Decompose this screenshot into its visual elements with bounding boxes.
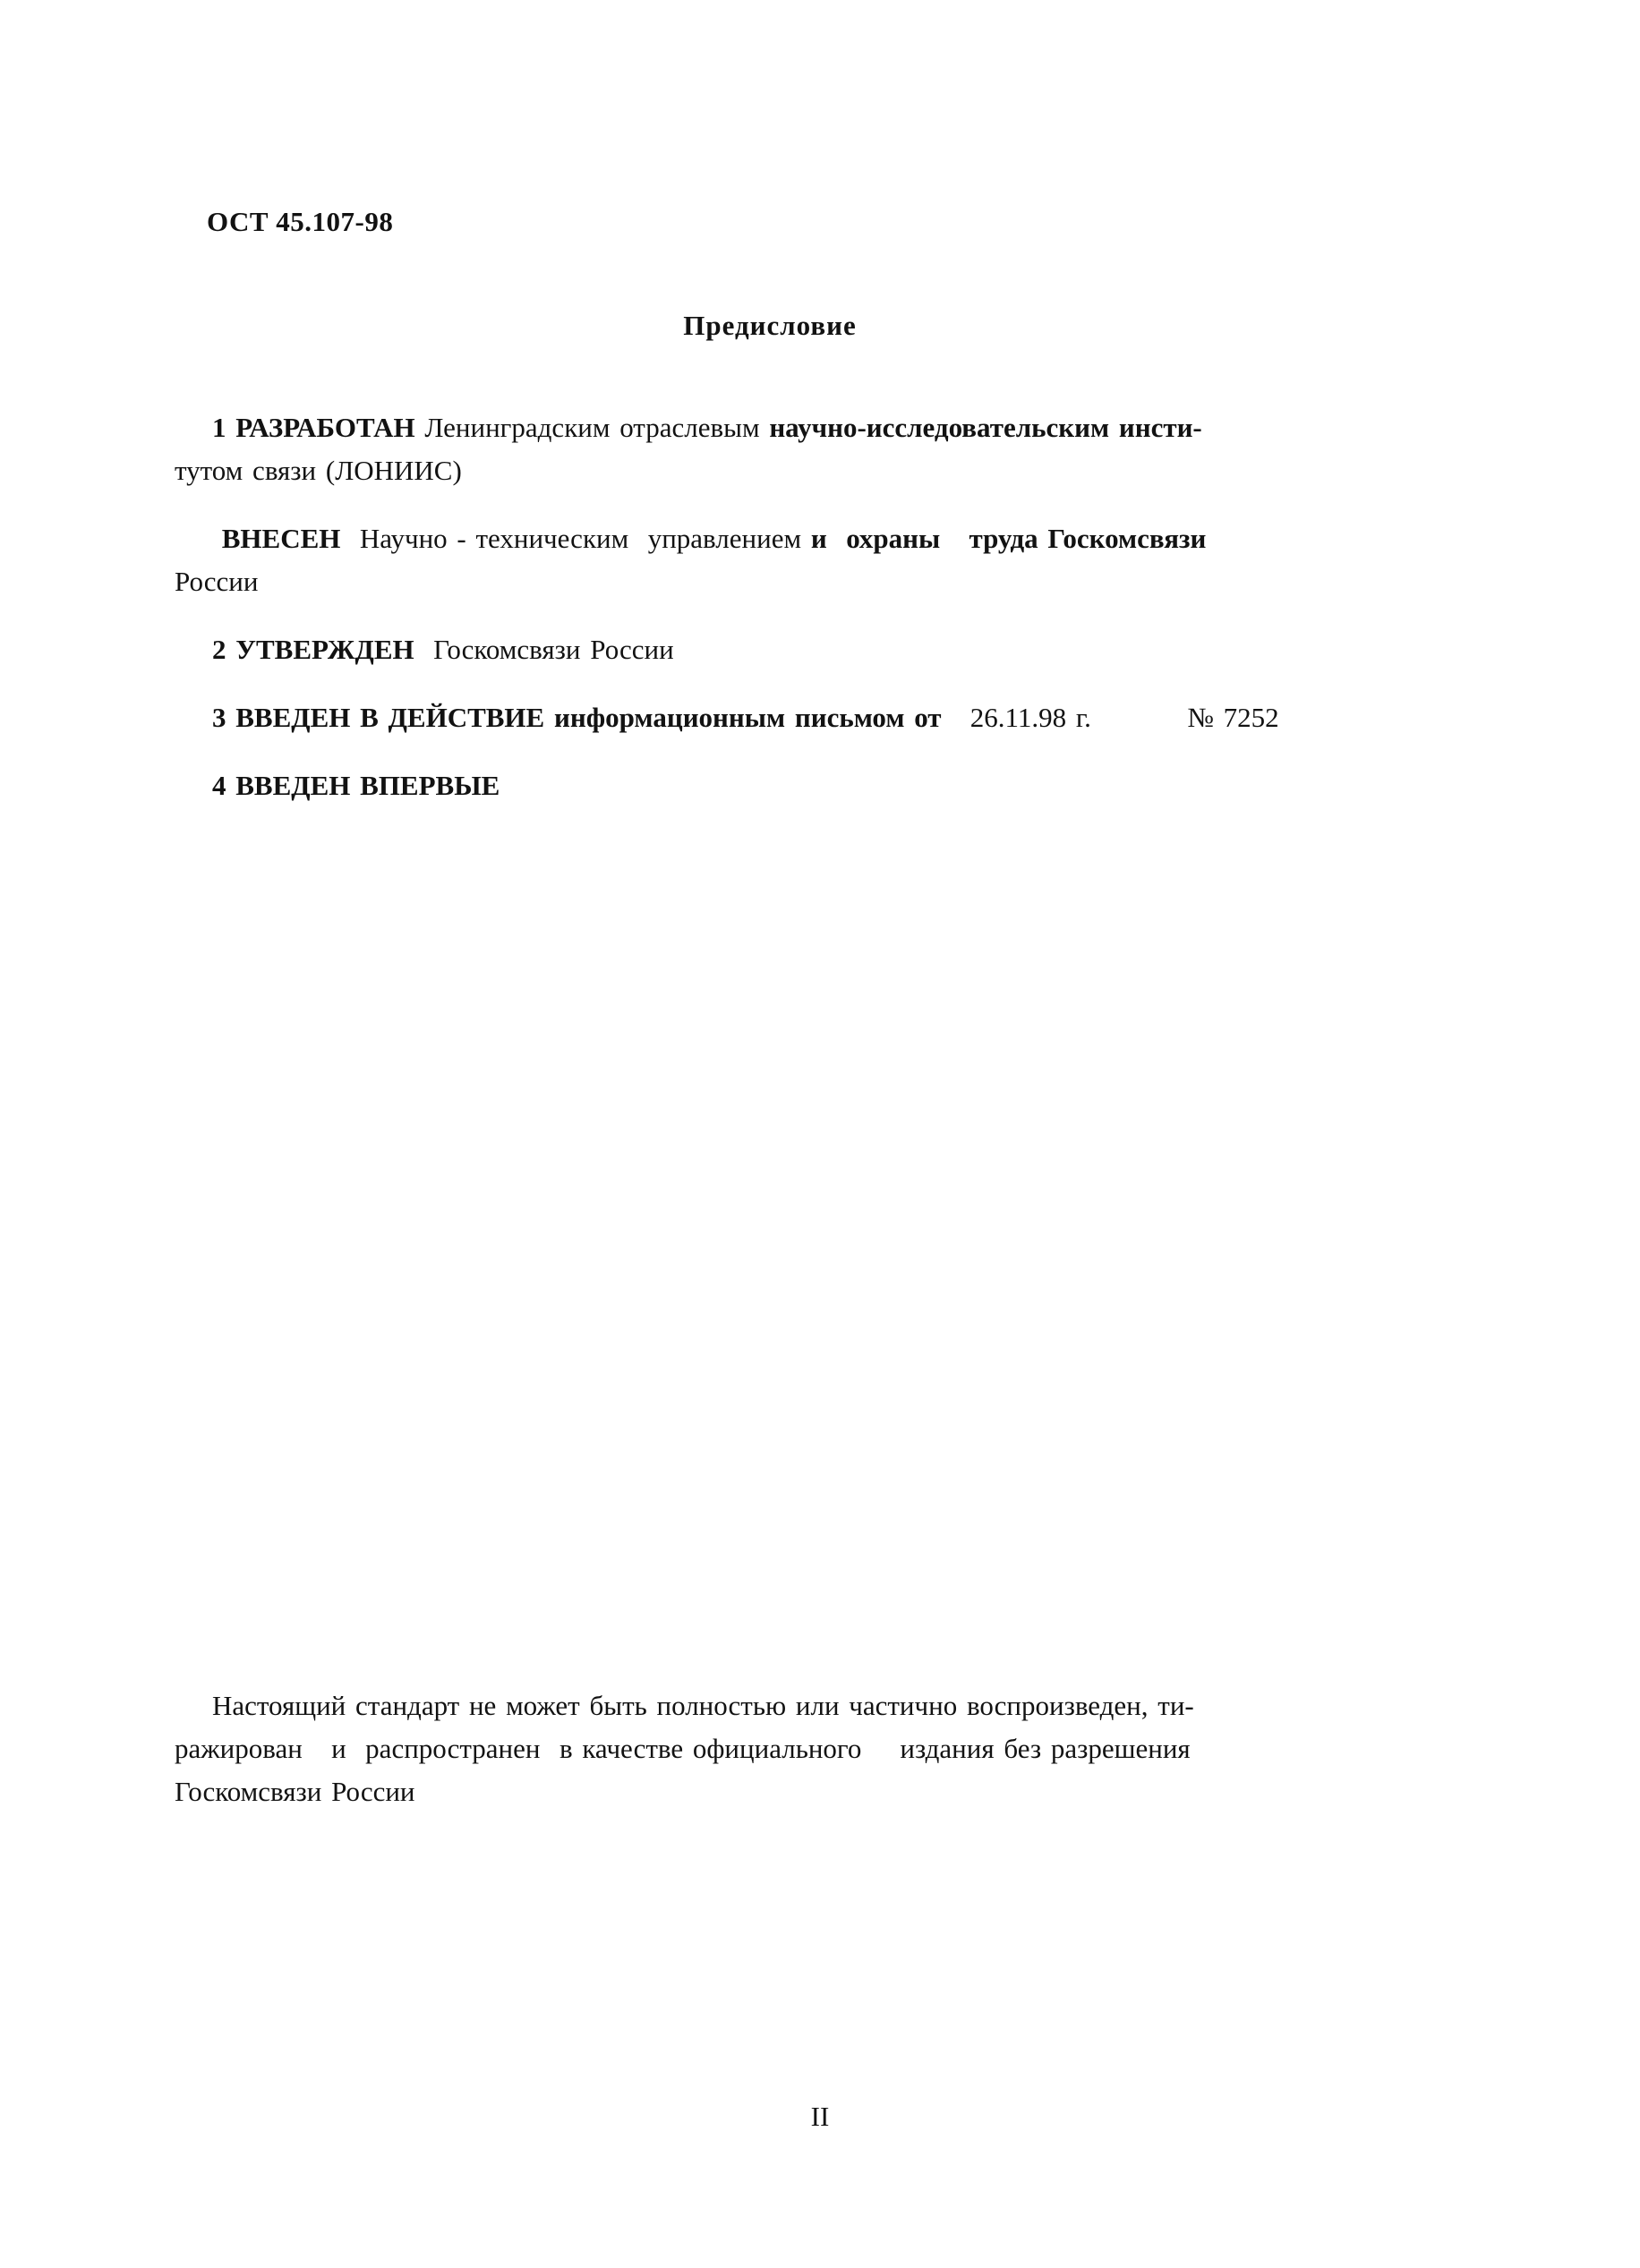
text-segment: тутом связи (ЛОНИИС) [175, 455, 462, 486]
text-segment: 3 ВВЕДЕН В ДЕЙСТВИЕ [212, 702, 554, 733]
text-segment: России [175, 566, 259, 597]
text-segment: научно-исследовательским инсти- [769, 412, 1202, 443]
text-line [175, 1770, 1365, 1813]
text-segment: информационным письмом от [553, 702, 942, 733]
text-segment: 1 РАЗРАБОТАН [212, 412, 425, 443]
text-line [175, 517, 1365, 560]
text-segment: Настоящий стандарт не может быть полностью или частично воспроизведен, ти- [212, 1690, 1194, 1721]
text-segment: ВНЕСЕН [212, 523, 351, 554]
page-content [175, 0, 1365, 1813]
text-line [175, 628, 1365, 671]
text-segment: и охраны труда Госкомсвязи [810, 523, 1207, 554]
text-segment: 26.11.98 г. [941, 702, 1091, 733]
item-4-introduced-first-time [175, 764, 1365, 807]
text-line [175, 560, 1365, 603]
text-segment: 2 УТВЕРЖДЕН [212, 634, 424, 665]
text-segment: 4 ВВЕДЕН ВПЕРВЫЕ [212, 770, 500, 801]
text-segment: Госкомсвязи России [175, 1776, 415, 1807]
text-line [175, 1684, 1365, 1727]
item-3-put-into-effect [175, 696, 1365, 739]
item-2-approved [175, 628, 1365, 671]
item-submitted [175, 517, 1365, 603]
item-1-developed [175, 406, 1365, 492]
page-number: II [810, 2101, 830, 2132]
text-line [175, 449, 1365, 492]
text-line [175, 696, 1365, 739]
text-segment: Ленинградским отраслевым [424, 412, 770, 443]
text-segment: № 7252 [1090, 702, 1279, 733]
text-line [175, 1727, 1365, 1770]
text-line [175, 764, 1365, 807]
text-segment: ражирован и распространен в качестве официального издания без разрешения [175, 1733, 1191, 1764]
preface-items [175, 406, 1365, 807]
text-segment: Научно - техническим управлением [350, 523, 811, 554]
text-segment: Госкомсвязи России [423, 634, 674, 665]
standard-number: ОСТ 45.107-98 [207, 206, 394, 237]
copyright-note [175, 1684, 1365, 1813]
preface-title: Предисловие [683, 310, 857, 341]
text-line [175, 406, 1365, 449]
